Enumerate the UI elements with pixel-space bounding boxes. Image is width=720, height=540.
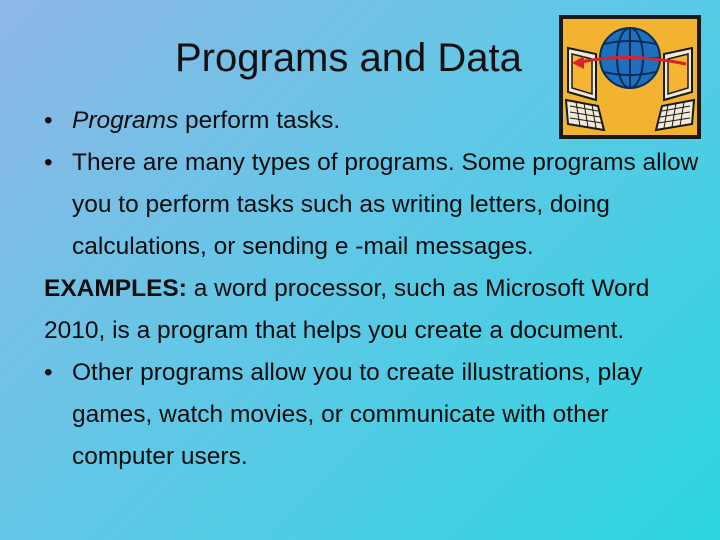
example-paragraph bbox=[44, 268, 704, 352]
bullet-item bbox=[44, 352, 704, 478]
bullet-text: Other programs allow you to create illustrations, play games, watch movies, or communicate with other computer users. bbox=[72, 359, 643, 470]
slide-body bbox=[44, 100, 704, 478]
bullet-text: There are many types of programs. Some programs allow you to perform tasks such as writing letters, doing calculations, or sending e -mail messages. bbox=[72, 149, 699, 260]
slide-title: Programs and Data bbox=[175, 36, 522, 80]
bullet-marker: • bbox=[44, 107, 53, 134]
bullet-marker: • bbox=[44, 359, 53, 386]
bullet-item bbox=[44, 100, 704, 142]
bullet-item bbox=[44, 142, 704, 268]
bullet-marker: • bbox=[44, 149, 53, 176]
example-label: EXAMPLES: bbox=[44, 275, 187, 302]
bullet-text: perform tasks. bbox=[178, 107, 341, 134]
bullet-emphasis: Programs bbox=[72, 107, 179, 134]
example-text: a word processor, such as Microsoft Word 2010, is a program that helps you create a document. bbox=[44, 275, 650, 344]
